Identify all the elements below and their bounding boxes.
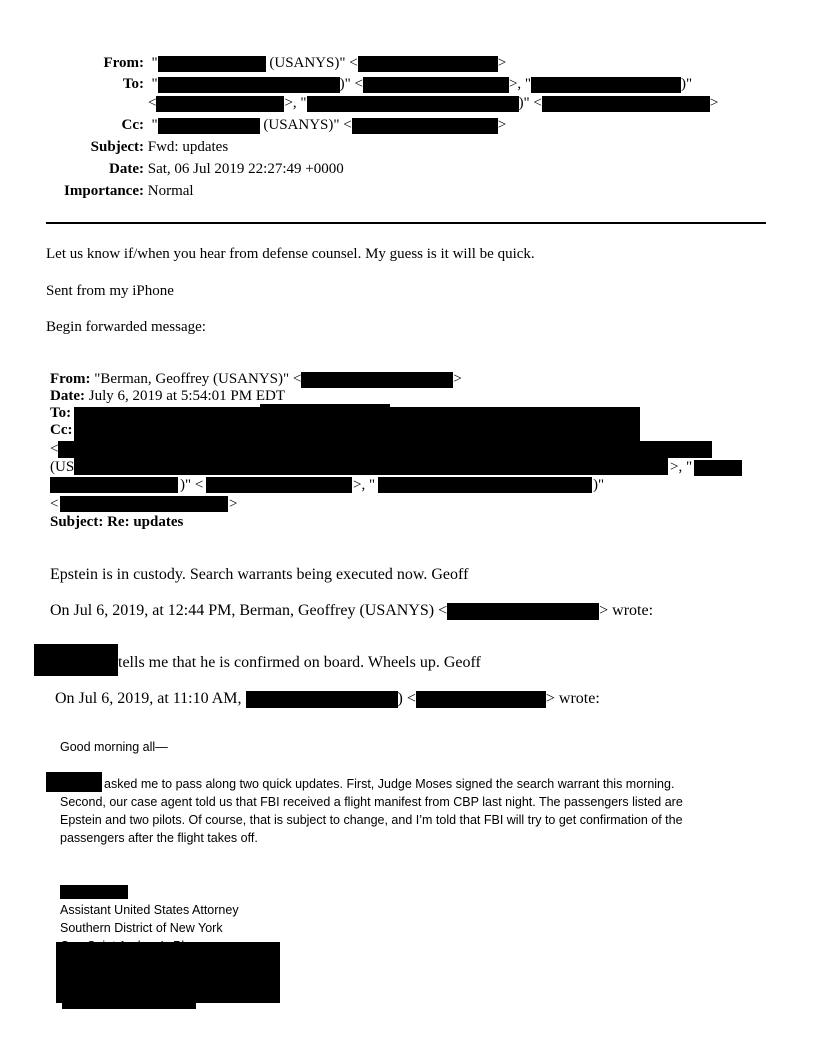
importance-row bbox=[0, 182, 194, 200]
redaction bbox=[352, 118, 498, 134]
redaction bbox=[206, 477, 352, 493]
fwd-cc-row bbox=[50, 421, 73, 439]
body-line-2: Sent from my iPhone bbox=[46, 283, 174, 299]
fwd-date-row bbox=[50, 387, 285, 405]
redaction bbox=[447, 603, 599, 620]
redaction bbox=[74, 407, 640, 443]
redaction bbox=[378, 477, 592, 493]
fwd-cc-tail-6: > bbox=[229, 496, 238, 512]
redaction bbox=[156, 96, 284, 112]
from-label: From: bbox=[103, 55, 144, 71]
subject-value: Fwd: updates bbox=[147, 139, 229, 155]
redaction bbox=[542, 96, 710, 112]
importance-label: Importance: bbox=[64, 183, 144, 199]
body-line-1: Let us know if/when you hear from defense counsel. My guess is it will be quick. bbox=[46, 246, 535, 262]
header-divider bbox=[46, 222, 766, 224]
importance-value: Normal bbox=[147, 183, 194, 199]
fwd-from-label: From: bbox=[50, 371, 91, 387]
date-value: Sat, 06 Jul 2019 22:27:49 +0000 bbox=[147, 161, 344, 177]
fwd-from-value: "Berman, Geoffrey (USANYS)" < bbox=[94, 371, 302, 387]
fwd-date-label: Date: bbox=[50, 388, 85, 404]
para-line-4: passengers after the flight takes off. bbox=[60, 831, 258, 845]
fwd-date-value: July 6, 2019 at 5:54:01 PM EDT bbox=[88, 388, 285, 404]
fwd-cc-tail-4: )" bbox=[593, 477, 605, 493]
redaction bbox=[158, 118, 260, 134]
para-line-2: Second, our case agent told us that FBI received a flight manifest from CBP last night. The passengers listed are bbox=[60, 795, 683, 809]
fwd-cc-tail-3: >, " bbox=[353, 477, 376, 493]
redaction bbox=[301, 372, 453, 388]
redaction bbox=[46, 772, 102, 792]
sig-title: Assistant United States Attorney bbox=[60, 903, 239, 917]
redaction bbox=[60, 885, 128, 899]
para-line-1: asked me to pass along two quick updates. First, Judge Moses signed the search warrant this morning. bbox=[104, 777, 675, 791]
redaction bbox=[62, 1000, 196, 1009]
date-label: Date: bbox=[109, 161, 144, 177]
greeting: Good morning all— bbox=[60, 740, 168, 754]
date-row bbox=[0, 160, 344, 178]
redaction bbox=[694, 460, 742, 476]
fwd-message-1: Epstein is in custody. Search warrants being executed now. Geoff bbox=[50, 566, 469, 583]
to-label: To: bbox=[122, 76, 144, 92]
redaction bbox=[60, 496, 228, 512]
fwd-cc-tail-5: < bbox=[50, 496, 59, 512]
redaction bbox=[74, 458, 668, 475]
redaction bbox=[358, 56, 498, 72]
redaction bbox=[246, 691, 398, 708]
to-row-continued: < >, " )" < > bbox=[148, 95, 719, 111]
quote-1-suffix: > wrote: bbox=[599, 602, 654, 619]
redaction bbox=[58, 441, 712, 458]
quote-1-prefix: On Jul 6, 2019, at 12:44 PM, Berman, Geoffrey (USANYS) < bbox=[50, 602, 448, 619]
redaction bbox=[531, 77, 681, 93]
to-row: To: " )" < >, " )" bbox=[0, 75, 692, 93]
fwd-to-label: To: bbox=[50, 405, 72, 421]
cc-row: Cc: " (USANYS)" < > bbox=[0, 116, 506, 134]
fwd-cc-tail-2: )" < bbox=[180, 477, 204, 493]
quote-2-row: On Jul 6, 2019, at 11:10 AM, ) < > wrote: bbox=[55, 690, 600, 707]
redaction bbox=[158, 77, 340, 93]
redaction bbox=[158, 56, 266, 72]
cc-name-suffix: (USANYS)" < bbox=[259, 117, 352, 133]
redaction bbox=[307, 96, 519, 112]
fwd-from-row: From: "Berman, Geoffrey (USANYS)" < > bbox=[50, 371, 462, 387]
quote-1-row bbox=[50, 601, 653, 620]
quote-2-suffix: > wrote: bbox=[545, 690, 600, 707]
sig-office: Southern District of New York bbox=[60, 921, 223, 935]
redaction bbox=[416, 691, 546, 708]
fwd-to-row bbox=[50, 404, 71, 422]
redaction bbox=[56, 942, 280, 1003]
fwd-cc-open: < bbox=[50, 441, 59, 457]
cc-label: Cc: bbox=[121, 117, 144, 133]
subject-row bbox=[0, 138, 228, 156]
fwd-cc-label: Cc: bbox=[50, 422, 73, 438]
redaction bbox=[50, 477, 178, 493]
body-line-3: Begin forwarded message: bbox=[46, 319, 206, 335]
from-name-suffix: (USANYS)" < bbox=[265, 55, 358, 71]
fwd-cc-partial: (US bbox=[50, 459, 75, 475]
fwd-subject: Subject: Re: updates bbox=[50, 514, 184, 530]
from-row: From: " (USANYS)" < > bbox=[0, 54, 506, 72]
subject-label: Subject: bbox=[90, 139, 144, 155]
redaction bbox=[34, 644, 118, 676]
redaction bbox=[363, 77, 509, 93]
fwd-message-2: tells me that he is confirmed on board. Wheels up. Geoff bbox=[118, 654, 481, 671]
quote-2-prefix: On Jul 6, 2019, at 11:10 AM, bbox=[55, 690, 242, 707]
para-line-3: Epstein and two pilots. Of course, that is subject to change, and I’m told that FBI will try to get confirmation of the bbox=[60, 813, 683, 827]
fwd-cc-tail-1: >, " bbox=[670, 459, 693, 475]
